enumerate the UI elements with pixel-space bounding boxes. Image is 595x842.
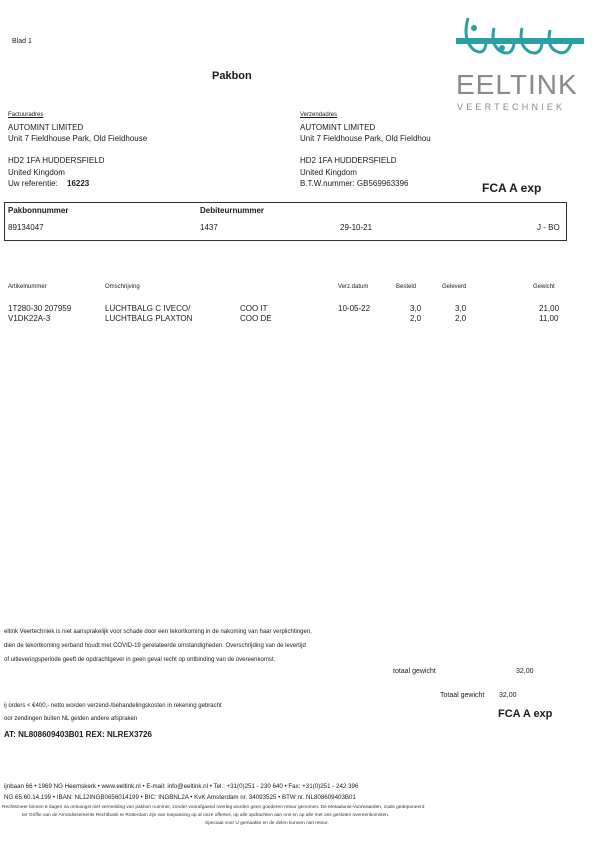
order-note-2: oor zendingen buiten NL gelden andere afspraken	[4, 716, 138, 722]
footer-contact: ijnbaan 66 • 1969 NG Heemskerk • www.eeltink.nl • E-mail: info@eeltink.nl • Tel.: +31(0)251 - 230 640 • Fax: +31(0)251 - 242 396	[4, 783, 359, 790]
eeltink-logo	[448, 10, 588, 116]
footer-bank: NG 65.60.14.199 • IBAN: NL12INGB0656014199 • BIC: INGBNL2A • KvK Amsterdam nr. 34093525 • BTW nr. NL808609403B01	[4, 794, 356, 801]
pakbon-nr-label: Pakbonnummer	[8, 206, 69, 215]
disclaimer-line-2: dien de tekortkoming verband houdt met COVID-19 gerelateerde omstandigheden. Overschrijding van de levertijd	[4, 643, 306, 649]
logo-spring-1	[466, 18, 486, 52]
col-delivered: Geleverd	[442, 284, 467, 290]
billing-street: Unit 7 Fieldhouse Park, Old Fieldhouse	[8, 134, 148, 143]
total-weight-value-2: 32,00	[499, 692, 517, 699]
shipping-label: Verzendadres	[300, 112, 338, 118]
shipping-name: AUTOMINT LIMITED	[300, 123, 376, 132]
vat-rex-line: AT: NL808609403B01 REX: NLREX3726	[4, 730, 152, 739]
logo-name: EELTINK	[456, 69, 578, 100]
row-1-weight: 21,00	[539, 304, 560, 313]
incoterm: FCA A exp	[482, 181, 542, 195]
page-title: Pakbon	[212, 70, 252, 82]
pakbon-nr: 89134047	[8, 223, 44, 232]
order-note-1: ij orders < €400,- netto worden verzend-/behandelingskosten in rekening gebracht	[4, 703, 222, 709]
total-weight-label-2: Totaal gewicht	[440, 692, 485, 699]
incoterm-2: FCA A exp	[498, 708, 553, 720]
logo-sub: VEERTECHNIEK	[457, 102, 566, 112]
footer-terms-2: ter Griffie van de Arrondissements Rechtbank te Rotterdam zijn van toepassing op al onze offertes, op alle opdrachten aan ons en op alle met ons gesloten overeenkomsten.	[22, 813, 390, 818]
row-1-delivered: 3,0	[455, 304, 467, 313]
total-weight-label: totaal gewicht	[393, 668, 436, 675]
row-2-weight: 11,00	[539, 314, 559, 323]
row-1-description: LUCHTBALG C IVECO/	[105, 304, 191, 313]
row-2-ordered: 2,0	[410, 314, 422, 323]
page-label: Blad 1	[12, 38, 32, 45]
shipping-vat: B.T.W.nummer: GB569963396	[300, 179, 409, 188]
col-weight: Gewicht	[533, 284, 555, 290]
row-1-origin: COO IT	[240, 304, 268, 313]
billing-ref-value: 16223	[67, 179, 90, 188]
billing-country: United Kingdom	[8, 168, 65, 177]
row-1-article: 1T280-30 207959	[8, 304, 72, 313]
row-1-ship-date: 10-05-22	[338, 304, 371, 313]
billing-postal: HD2 1FA HUDDERSFIELD	[8, 156, 105, 165]
debiteur-nr-label: Debiteurnummer	[200, 206, 265, 215]
row-1-ordered: 3,0	[410, 304, 422, 313]
col-ordered: Besteld	[396, 284, 417, 290]
billing-label: Factuuradres	[8, 112, 44, 118]
header-box	[4, 202, 567, 241]
shipping-postal: HD2 1FA HUDDERSFIELD	[300, 156, 397, 165]
row-2-delivered: 2,0	[455, 314, 467, 323]
footer-terms-1: Rechtsmeer binnen 8 dagen na ontvangst niet vermelding van pakbon nummer, zonder voorafgaand overleg worden geen goederen retour genomen. De Metaalunie-voorwaarden, zoals gedeponeerd	[2, 805, 425, 810]
col-article: Artikelnummer	[8, 284, 47, 290]
col-ship-date: Verz.datum	[338, 284, 369, 290]
row-2-origin: COO DE	[240, 314, 272, 323]
debiteur-nr: 1437	[200, 223, 218, 232]
footer-terms-3: Speciaal voor U gemaakte en de delen kunnen niet retour.	[205, 821, 329, 826]
document-date: 29-10-21	[340, 223, 373, 232]
billing-name: AUTOMINT LIMITED	[8, 123, 84, 132]
document-code: J - BO	[537, 223, 560, 232]
total-weight-value: 32,00	[516, 668, 534, 675]
col-description: Omschrijving	[105, 284, 140, 290]
row-2-article: V1DK22A-3	[8, 314, 51, 323]
billing-ref-label: Uw referentie:	[8, 179, 58, 188]
disclaimer-line-3: of uitleveringsperiode geeft de opdrachtgever in geen geval recht op ontbinding van de overeenkomst.	[4, 657, 276, 663]
shipping-country: United Kingdom	[300, 168, 357, 177]
row-2-description: LUCHTBALG PLAXTON	[105, 314, 193, 323]
disclaimer-line-1: eltink Veertechniek is niet aansprakelijk voor schade door een tekortkoming in de nakoming van haar verplichtingen,	[4, 629, 312, 635]
logo-bar	[456, 38, 584, 44]
shipping-street: Unit 7 Fieldhouse Park, Old Fieldhou	[300, 134, 431, 143]
